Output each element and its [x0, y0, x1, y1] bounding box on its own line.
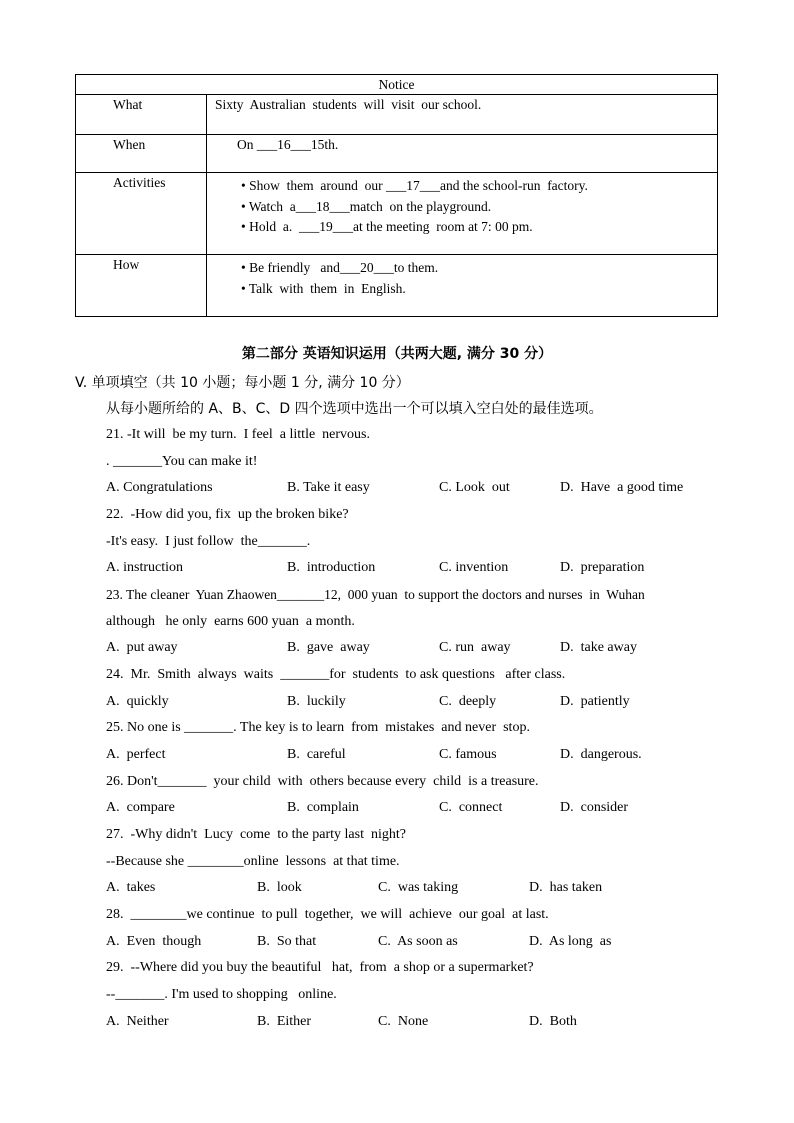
question-26-text: 26. Don't_______ your child with others because every child is a treasure. — [106, 774, 539, 789]
question-29-option-d[interactable]: D. Both — [529, 1014, 577, 1029]
notice-table — [75, 74, 718, 317]
section-heading: 第二部分 英语知识运用（共两大题, 满分 30 分） — [241, 346, 553, 362]
notice-label-what: What — [76, 95, 207, 135]
part-heading: V. 单项填空（共 10 小题；每小题 1 分, 满分 10 分） — [75, 375, 410, 391]
question-29-option-c[interactable]: C. None — [378, 1014, 429, 1029]
question-21-text: . _______You can make it! — [106, 454, 258, 469]
question-24-option-b[interactable]: B. luckily — [287, 694, 346, 709]
question-23-option-a[interactable]: A. put away — [106, 640, 178, 655]
question-22-option-d[interactable]: D. preparation — [560, 560, 645, 575]
question-24-text: 24. Mr. Smith always waits _______for students to ask questions after class. — [106, 667, 566, 682]
how-item: • Talk with them in English. — [207, 279, 717, 300]
question-26-option-c[interactable]: C. connect — [439, 800, 503, 815]
notice-when-cell — [207, 135, 718, 173]
notice-activities-cell — [207, 173, 718, 255]
question-22-option-a[interactable]: A. instruction — [106, 560, 183, 575]
question-28-option-b[interactable]: B. So that — [257, 934, 317, 949]
notice-how-cell — [207, 255, 718, 317]
question-27-text: --Because she ________online lessons at that time. — [106, 854, 400, 869]
question-29-text: 29. --Where did you buy the beautiful hat, from a shop or a supermarket? — [106, 960, 534, 975]
question-23-option-c[interactable]: C. run away — [439, 640, 511, 655]
question-23-text: 23. The cleaner Yuan Zhaowen_______12, 000 yuan to support the doctors and nurses in Wuhan — [106, 587, 645, 602]
activity-item: • Hold a. ___19___at the meeting room at 7: 00 pm. — [207, 217, 717, 238]
notice-row-how — [76, 255, 718, 317]
question-24-option-c[interactable]: C. deeply — [439, 694, 497, 709]
question-23-option-d[interactable]: D. take away — [560, 640, 637, 655]
notice-when-text: On ___16___15th. — [237, 137, 339, 152]
question-29-text: --_______. I'm used to shopping online. — [106, 987, 337, 1002]
activity-item: • Show them around our ___17___and the school-run factory. — [207, 173, 717, 197]
question-24-option-d[interactable]: D. patiently — [560, 694, 630, 709]
notice-what-text: Sixty Australian students will visit our school. — [207, 95, 718, 135]
question-27-option-a[interactable]: A. takes — [106, 880, 156, 895]
question-22-option-b[interactable]: B. introduction — [287, 560, 376, 575]
notice-row-what — [76, 95, 718, 135]
notice-label-activities: Activities — [76, 173, 207, 255]
question-22-text: -It's easy. I just follow the_______. — [106, 534, 311, 549]
notice-label-when: When — [76, 135, 207, 173]
activity-item: • Watch a___18___match on the playground. — [207, 197, 717, 218]
question-22-option-c[interactable]: C. invention — [439, 560, 509, 575]
notice-title: Notice — [76, 75, 718, 95]
question-27-text: 27. -Why didn't Lucy come to the party last night? — [106, 827, 406, 842]
question-25-option-b[interactable]: B. careful — [287, 747, 346, 762]
question-28-text: 28. ________we continue to pull together, we will achieve our goal at last. — [106, 907, 549, 922]
instruction: 从每小题所给的 A、B、C、D 四个选项中选出一个可以填入空白处的最佳选项。 — [106, 401, 603, 417]
question-25-option-a[interactable]: A. perfect — [106, 747, 166, 762]
question-26-option-a[interactable]: A. compare — [106, 800, 175, 815]
question-27-option-d[interactable]: D. has taken — [529, 880, 603, 895]
question-22-text: 22. -How did you, fix up the broken bike? — [106, 507, 349, 522]
question-23-option-b[interactable]: B. gave away — [287, 640, 370, 655]
question-21-option-b[interactable]: B. Take it easy — [287, 480, 370, 495]
notice-title-row — [76, 75, 718, 95]
question-27-option-c[interactable]: C. was taking — [378, 880, 459, 895]
question-25-option-c[interactable]: C. famous — [439, 747, 497, 762]
question-26-option-b[interactable]: B. complain — [287, 800, 359, 815]
question-28-option-d[interactable]: D. As long as — [529, 934, 612, 949]
question-27-option-b[interactable]: B. look — [257, 880, 302, 895]
question-21-text: 21. -It will be my turn. I feel a little nervous. — [106, 427, 370, 442]
question-25-option-d[interactable]: D. dangerous. — [560, 747, 642, 762]
question-24-option-a[interactable]: A. quickly — [106, 694, 169, 709]
question-21-option-a[interactable]: A. Congratulations — [106, 480, 213, 495]
notice-label-how: How — [76, 255, 207, 317]
question-28-option-a[interactable]: A. Even though — [106, 934, 202, 949]
question-28-option-c[interactable]: C. As soon as — [378, 934, 458, 949]
question-21-option-c[interactable]: C. Look out — [439, 480, 510, 495]
notice-row-activities — [76, 173, 718, 255]
question-25-text: 25. No one is _______. The key is to learn from mistakes and never stop. — [106, 720, 530, 735]
question-21-option-d[interactable]: D. Have a good time — [560, 480, 684, 495]
question-29-option-b[interactable]: B. Either — [257, 1014, 312, 1029]
question-23-text: although he only earns 600 yuan a month. — [106, 614, 355, 629]
notice-row-when — [76, 135, 718, 173]
how-item: • Be friendly and___20___to them. — [207, 255, 717, 279]
question-29-option-a[interactable]: A. Neither — [106, 1014, 169, 1029]
question-26-option-d[interactable]: D. consider — [560, 800, 629, 815]
